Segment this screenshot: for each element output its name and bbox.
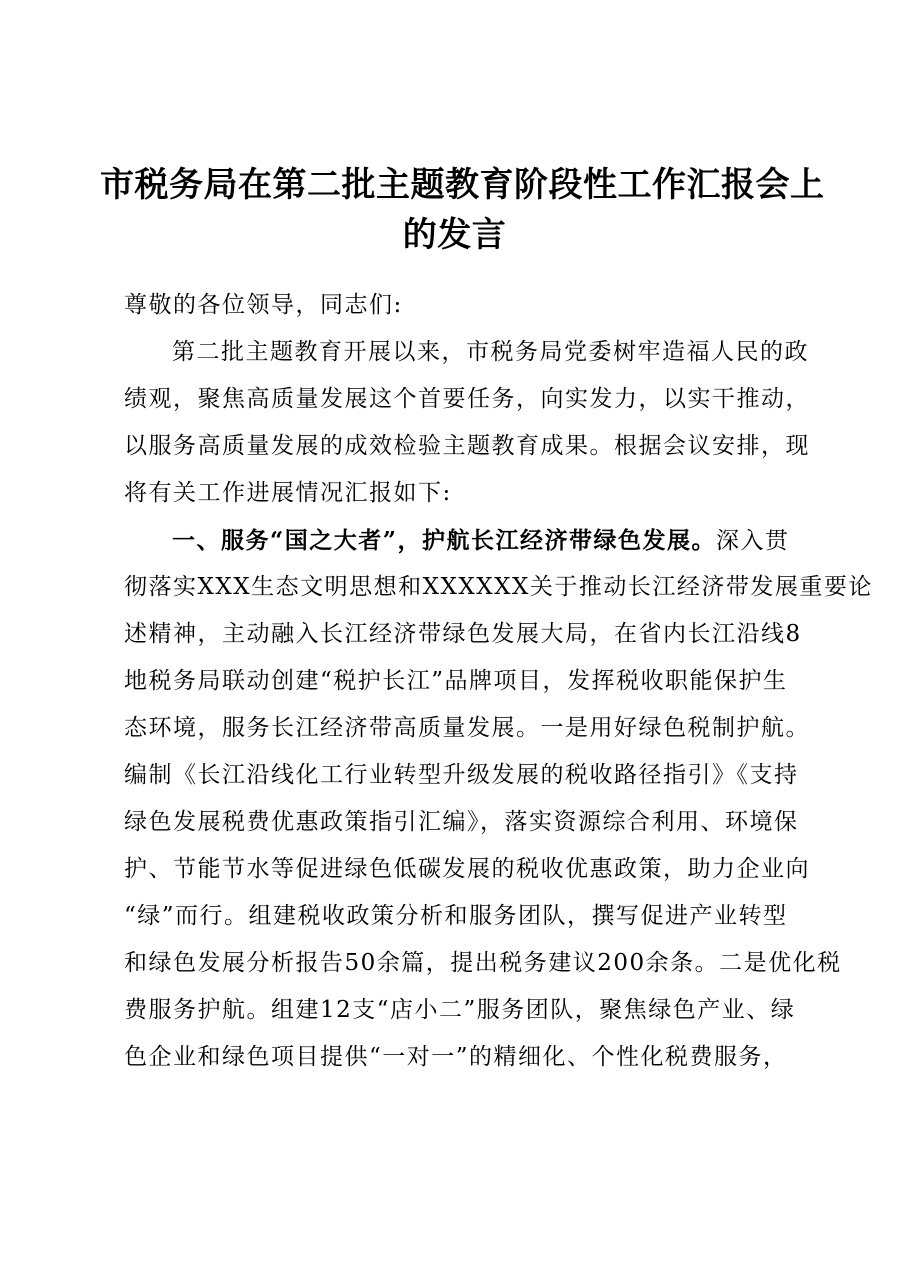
section1-line-11: 色企业和绿色项目提供“一对一”的精细化、个性化税费服务， bbox=[124, 1044, 788, 1070]
intro-line-3: 以服务高质量发展的成效检验主题教育成果。根据会议安排，现 bbox=[124, 433, 810, 459]
title-line-1: 市税务局在第二批主题教育阶段性工作汇报会上 bbox=[100, 165, 825, 205]
document-title bbox=[100, 160, 825, 260]
document-body bbox=[124, 282, 873, 1081]
section1-line-3: 地税务局联动创建“税护长江”品牌项目，发挥税收职能保护生 bbox=[124, 668, 788, 694]
intro-line-4: 将有关工作进展情况汇报如下: bbox=[124, 480, 452, 506]
section1-line-9: 和绿色发展分析报告50余篇，提出税务建议200余条。二是优化税 bbox=[124, 950, 842, 976]
intro-line-1: 第二批主题教育开展以来，市税务局党委树牢造福人民的政 bbox=[172, 339, 809, 365]
section1-heading: 一、服务“国之大者”，护航长江经济带绿色发展。 bbox=[172, 527, 716, 554]
section1-line-7: 护、节能节水等促进绿色低碳发展的税收优惠政策，助力企业向 bbox=[124, 856, 810, 882]
section1-line-4: 态环境，服务长江经济带高质量发展。一是用好绿色税制护航。 bbox=[124, 715, 810, 741]
section1-line-6: 绿色发展税费优惠政策指引汇编》，落实资源综合利用、环境保 bbox=[124, 809, 799, 835]
intro-line-2: 绩观，聚焦高质量发展这个首要任务，向实发力，以实干推动， bbox=[124, 386, 810, 412]
section1-line-8: “绿”而行。组建税收政策分析和服务团队，撰写促进产业转型 bbox=[124, 903, 788, 929]
section1-line-10: 费服务护航。组建12支“店小二”服务团队，聚焦绿色产业、绿 bbox=[124, 997, 796, 1023]
section1-first-line-rest: 深入贯 bbox=[715, 528, 790, 554]
title-line-2: 的发言 bbox=[402, 215, 507, 255]
salutation: 尊敬的各位领导，同志们: bbox=[124, 292, 403, 318]
section1-line-1: 彻落实XXX生态文明思想和XXXXXX关于推动长江经济带发展重要论 bbox=[124, 574, 873, 600]
section1-first-line bbox=[124, 517, 824, 564]
section1-line-2: 述精神，主动融入长江经济带绿色发展大局，在省内长江沿线8 bbox=[124, 621, 802, 647]
section1-line-5: 编制《长江沿线化工行业转型升级发展的税收路径指引》《支持 bbox=[124, 762, 799, 788]
